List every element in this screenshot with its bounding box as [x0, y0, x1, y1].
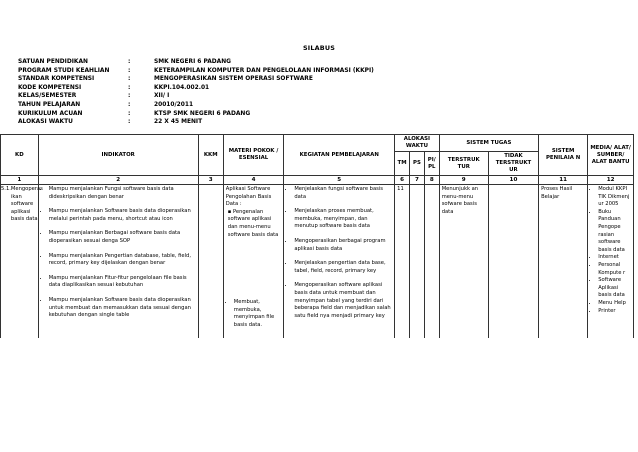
meta-separator: :: [128, 110, 131, 117]
meta-value: KTSP SMK NEGERI 6 PADANG: [154, 110, 251, 117]
syllabus-table: [0, 134, 634, 338]
materi-bullet: • Membuat, membuka, menyimpan file basis data.: [234, 299, 282, 329]
meta-value: KETERAMPILAN KOMPUTER DAN PENGELOLAAN INFORMASI (KKPI): [154, 67, 374, 74]
kd-number: 5.1.: [1, 186, 11, 192]
media-item: • Buku Panduan Pengope rasian software basis data: [598, 209, 631, 255]
meta-value: 20010/2011: [154, 101, 194, 108]
meta-label: PROGRAM STUDI KEAHLIAN: [18, 67, 110, 74]
meta-value: 22 X 45 MENIT: [154, 119, 203, 126]
header-pipl: PI/ PL: [424, 152, 439, 176]
terstruktur-cell: Menunjukk an menu-menu sofware basis data: [439, 185, 488, 338]
media-item: • Printer: [598, 308, 631, 316]
meta-value: KKPI.104.002.01: [154, 84, 210, 91]
column-number: 8: [424, 176, 439, 185]
meta-label: TAHUN PELAJARAN: [18, 101, 81, 108]
indikator-cell: [38, 185, 198, 338]
meta-value: SMK NEGERI 6 PADANG: [154, 59, 232, 65]
meta-row: [18, 58, 374, 67]
meta-separator: :: [128, 76, 131, 83]
meta-separator: :: [128, 119, 131, 126]
media-cell: [588, 185, 634, 338]
meta-separator: :: [128, 59, 131, 65]
meta-row: [18, 118, 374, 127]
column-number: 10: [488, 176, 538, 185]
indikator-item: • Mampu menjalankan Pengertian database, table, field, record, primary key dijelaskan dengan benar: [49, 253, 196, 268]
meta-value: XII/ I: [154, 93, 170, 100]
indikator-item: • Mampu menjalankan Fungsi software basis data dideskripsikan dengan benar: [49, 186, 196, 201]
header-indikator: INDIKATOR: [38, 135, 198, 176]
media-item: • Software Aplikasi basis data: [598, 277, 631, 300]
meta-separator: :: [128, 67, 131, 74]
materi-subitem: ▪ Pengenalan software aplikasi dan menu-menu software basis data: [228, 209, 282, 239]
header-ps: PS: [410, 152, 425, 176]
header-kd: KD: [1, 135, 39, 176]
table-row: [1, 185, 634, 338]
indikator-item: • Mampu menjalankan Software basis data dioperasikan melalui perintah pada menu, shortcut atau icon: [49, 208, 196, 223]
kegiatan-cell: [284, 185, 395, 338]
meta-row: [18, 110, 374, 119]
indikator-item: • Mampu menjalankan Berbagai software basis data dioperasikan sesuai denga SOP: [49, 230, 196, 245]
meta-row: [18, 67, 374, 76]
kegiatan-item: • Menjelaskan pengertian data base, tabel, field, record, primary key: [294, 260, 392, 275]
header-alokasi: ALOKASI WAKTU: [395, 135, 440, 152]
column-number: 1: [1, 176, 39, 185]
column-number: 7: [410, 176, 425, 185]
kegiatan-item: • Menjelaskan fungsi software basis data: [294, 186, 392, 201]
kkm-cell: [198, 185, 223, 338]
column-number: 5: [284, 176, 395, 185]
tidak-terstruktur-cell: [488, 185, 538, 338]
column-number: 2: [38, 176, 198, 185]
meta-label: STANDAR KOMPETENSI: [18, 76, 95, 83]
column-number: 9: [439, 176, 488, 185]
header-sistem-tugas: SISTEM TUGAS: [439, 135, 538, 152]
header-tm: TM: [395, 152, 410, 176]
meta-row: [18, 84, 374, 93]
pipl-cell: [424, 185, 439, 338]
media-item: • Internet: [598, 254, 631, 262]
header-media: MEDIA/ ALAT/ SUMBER/ ALAT BANTU: [588, 135, 634, 176]
meta-row: [18, 75, 374, 84]
kegiatan-item: • Mengoperasikan berbagai program aplikasi basis data: [294, 238, 392, 253]
meta-label: KURIKULUM ACUAN: [18, 110, 83, 117]
meta-value: MENGOPERASIKAN SISTEM OPERASI SOFTWARE: [154, 76, 313, 83]
indikator-item: • Mampu menjalankan Software basis data dioperasikan untuk membuat dan memasukkan data sesuai dengan kebutuhan dengan single table: [49, 297, 196, 320]
kd-cell: [1, 185, 43, 338]
kegiatan-item: • Mengoperasikan software aplikasi basis data untuk membuat dan menyimpan tabel yang terdiri dari beberapa field dan menjadikan salah satu field nya menjadi primary key: [294, 282, 392, 320]
meta-separator: :: [128, 101, 131, 108]
column-number: 3: [198, 176, 223, 185]
meta-label: SATUAN PENDIDIKAN: [18, 59, 88, 65]
column-number-row: [1, 176, 634, 185]
indikator-item: • Mampu menjalankan Fitur-fitur pengelolaan file basis data diaplikasikan sesuai kebutuhan: [49, 275, 196, 290]
column-number: 4: [223, 176, 284, 185]
header-sistem-penilaian: SISTEM PENILAIA N: [539, 135, 588, 176]
meta-row: [18, 101, 374, 110]
column-number: 6: [395, 176, 410, 185]
media-item: • Menu Help: [598, 300, 631, 308]
header-terstruktur: TERSTRUK TUR: [439, 152, 488, 176]
materi-cell: [223, 185, 284, 338]
header-tidak-terstruktur: TIDAK TERSTRUKT UR: [488, 152, 538, 176]
meta-separator: :: [128, 84, 131, 91]
ps-cell: [410, 185, 425, 338]
syllabus-meta: [18, 58, 374, 127]
materi-intro: Aplikasi Software Pengolahan Basis Data :: [225, 186, 272, 208]
document-title: SILABUS: [302, 44, 336, 52]
meta-row: [18, 92, 374, 101]
kd-text: Mengoperas ikan software aplikasi basis data: [10, 186, 43, 223]
penilaian-cell: Proses Hasil Belajar: [539, 185, 588, 338]
meta-label: KELAS/SEMESTER: [18, 93, 77, 100]
meta-label: ALOKASI WAKTU: [18, 119, 73, 126]
header-kegiatan: KEGIATAN PEMBELAJARAN: [284, 135, 395, 176]
tm-cell: 11: [395, 185, 410, 338]
media-item: • Personal Kompute r: [598, 262, 631, 277]
meta-label: KODE KOMPETENSI: [18, 84, 82, 91]
header-materi: MATERI POKOK / ESENSIAL: [223, 135, 284, 176]
kegiatan-item: • Menjelaskan proses membuat, membuka, menyimpan, dan menutup software basis data: [294, 208, 392, 231]
media-item: • Modul KKPI TIK Dikmenj ur 2005: [598, 186, 631, 209]
header-kkm: KKM: [198, 135, 223, 176]
column-number: 11: [539, 176, 588, 185]
column-number: 12: [588, 176, 634, 185]
meta-separator: :: [128, 93, 131, 100]
